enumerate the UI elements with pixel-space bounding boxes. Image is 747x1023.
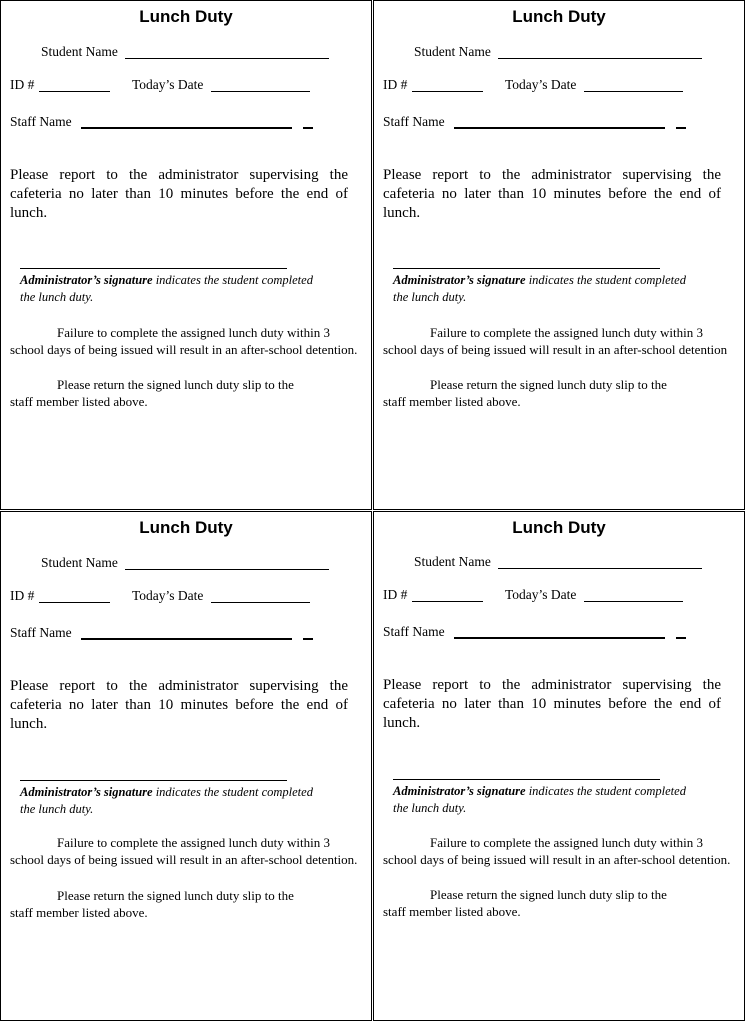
lunch-duty-slip [373,0,745,510]
failure-notice: Failure to complete the assigned lunch duty within 3 school days of being issued will result in an after-school detention. [10,325,358,357]
date-label: Today’s Date [505,77,577,92]
signature-note [393,783,693,817]
student-name-label: Student Name [41,555,118,570]
staff-name-label: Staff Name [10,114,72,129]
lunch-duty-slip [373,511,745,1021]
id-label: ID # [383,77,408,92]
staff-name-field[interactable] [454,127,665,129]
id-label: ID # [10,588,35,603]
staff-name-field[interactable] [81,127,292,129]
slip-title: Lunch Duty [139,518,233,537]
date-label: Today’s Date [132,77,204,92]
id-field[interactable] [412,91,483,92]
failure-notice: Failure to complete the assigned lunch duty within 3 school days of being issued will result in an after-school detention. [383,835,731,867]
instructions-text: Please report to the administrator supervising the cafeteria no later than 10 minutes before the end of lunch. [10,167,348,221]
student-name-field[interactable] [125,58,329,59]
staff-name-label: Staff Name [10,625,72,640]
signature-note-bold: Administrator’s signature [20,785,153,799]
slip-title: Lunch Duty [512,7,606,26]
staff-name-label: Staff Name [383,114,445,129]
staff-name-field-end [303,638,313,640]
signature-line[interactable] [20,268,287,269]
lunch-duty-slip [0,511,372,1021]
id-field[interactable] [39,602,110,603]
return-notice: Please return the signed lunch duty slip to the staff member listed above. [10,377,294,409]
student-name-field[interactable] [125,569,329,570]
signature-note-rest: indicates the student completed the lunch duty. [393,273,686,304]
failure-notice: Failure to complete the assigned lunch duty within 3 school days of being issued will result in an after-school detention. [10,835,358,867]
signature-note-bold: Administrator’s signature [20,273,153,287]
staff-name-field[interactable] [454,637,665,639]
id-label: ID # [383,587,408,602]
staff-name-label: Staff Name [383,624,445,639]
student-name-label: Student Name [41,44,118,59]
signature-note [20,784,320,818]
signature-note [393,272,693,306]
return-notice: Please return the signed lunch duty slip to the staff member listed above. [383,377,667,409]
id-field[interactable] [39,91,110,92]
return-notice: Please return the signed lunch duty slip to the staff member listed above. [10,888,294,920]
signature-line[interactable] [20,780,287,781]
student-name-label: Student Name [414,554,491,569]
date-label: Today’s Date [505,587,577,602]
staff-name-field[interactable] [81,638,292,640]
instructions-text: Please report to the administrator supervising the cafeteria no later than 10 minutes before the end of lunch. [383,167,721,221]
date-field[interactable] [211,602,310,603]
staff-name-field-end [303,127,313,129]
date-label: Today’s Date [132,588,204,603]
failure-notice: Failure to complete the assigned lunch duty within 3 school days of being issued will result in an after-school detention [383,325,728,357]
slip-title: Lunch Duty [139,7,233,26]
date-field[interactable] [584,91,683,92]
signature-note-bold: Administrator’s signature [393,273,526,287]
staff-name-field-end [676,637,686,639]
id-label: ID # [10,77,35,92]
return-notice: Please return the signed lunch duty slip to the staff member listed above. [383,887,667,919]
signature-note-rest: indicates the student completed the lunch duty. [393,784,686,815]
signature-note-bold: Administrator’s signature [393,784,526,798]
student-name-field[interactable] [498,568,702,569]
student-name-field[interactable] [498,58,702,59]
instructions-text: Please report to the administrator supervising the cafeteria no later than 10 minutes before the end of lunch. [10,678,348,732]
signature-line[interactable] [393,268,660,269]
id-field[interactable] [412,601,483,602]
signature-note [20,272,320,306]
signature-note-rest: indicates the student completed the lunch duty. [20,273,313,304]
date-field[interactable] [211,91,310,92]
slip-title: Lunch Duty [512,518,606,537]
lunch-duty-slip [0,0,372,510]
student-name-label: Student Name [414,44,491,59]
signature-note-rest: indicates the student completed the lunch duty. [20,785,313,816]
staff-name-field-end [676,127,686,129]
date-field[interactable] [584,601,683,602]
signature-line[interactable] [393,779,660,780]
instructions-text: Please report to the administrator supervising the cafeteria no later than 10 minutes before the end of lunch. [383,677,721,731]
